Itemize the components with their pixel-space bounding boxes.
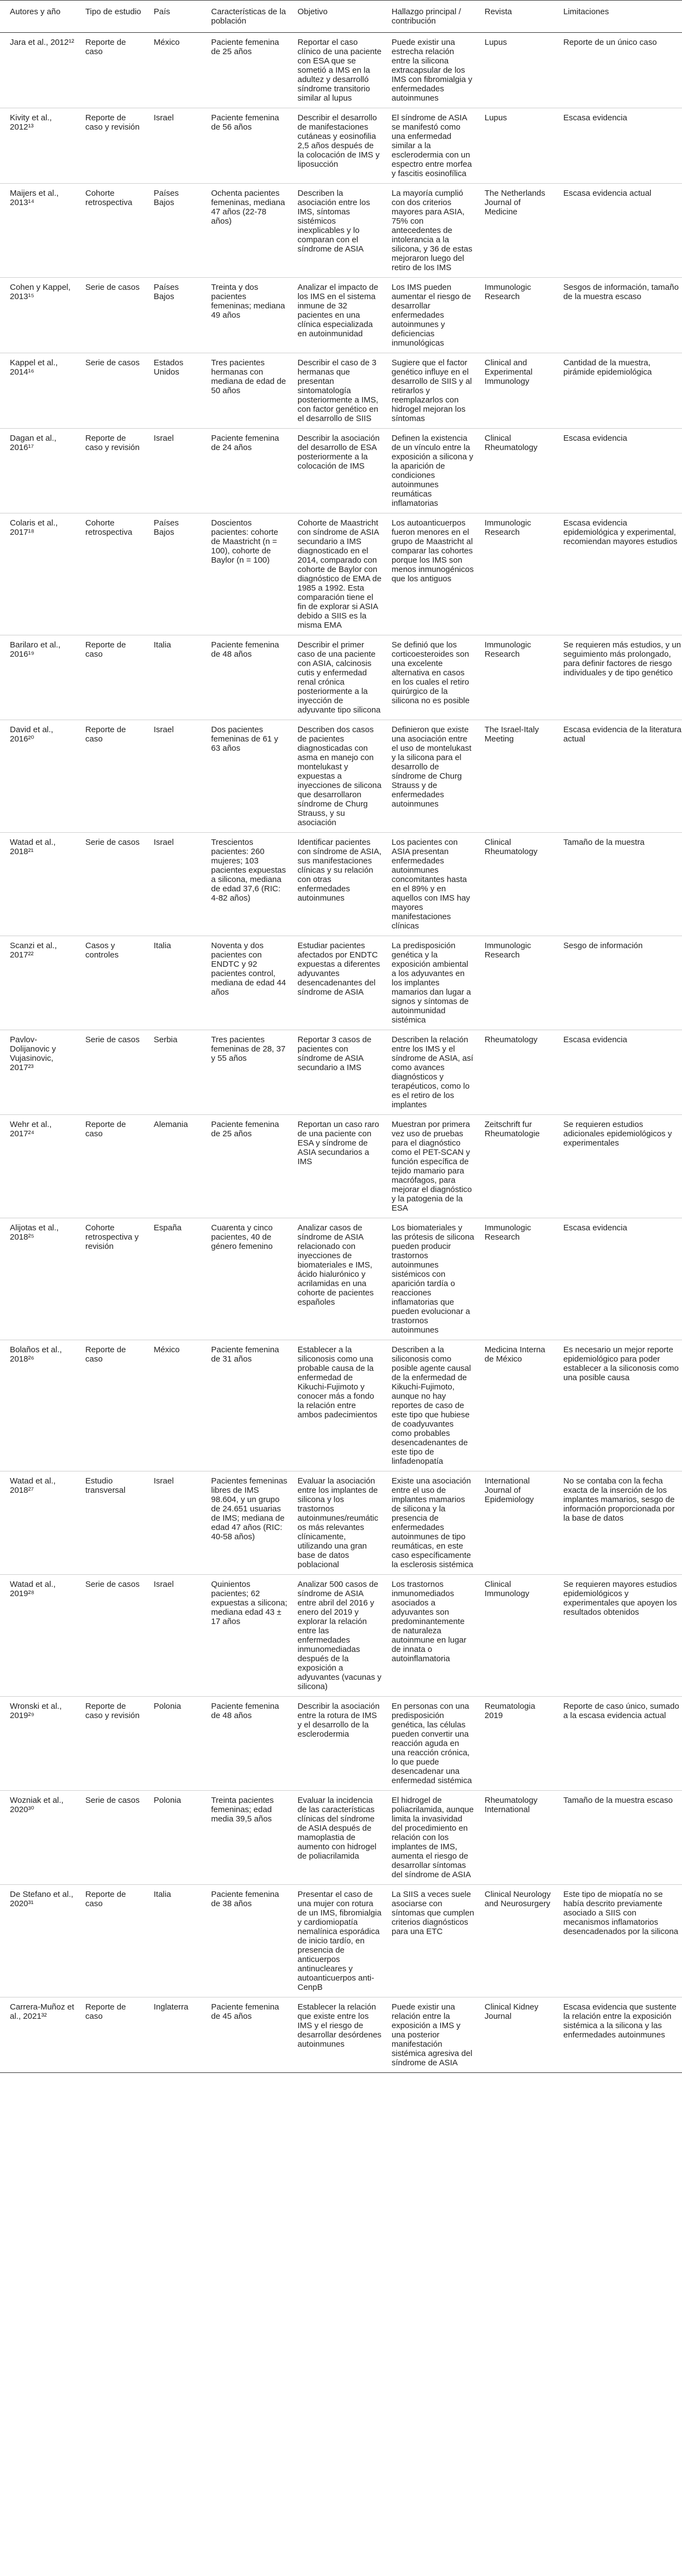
cell-population: Tres pacientes hermanas con mediana de edad de 50 años: [211, 358, 286, 395]
cell-authors: Dagan et al., 2016¹⁷: [10, 434, 57, 452]
cell-limitations: Cantidad de la muestra, pirámide epidemiológica: [563, 358, 652, 377]
cell-study-type: Serie de casos: [85, 1796, 140, 1805]
cell-journal: The Israel-Italy Meeting: [485, 725, 539, 744]
cell-objective: Describir el caso de 3 hermanas que presentan sintomatología posteriormente a IMS, con factor genético en el desarrollo de SIIS: [298, 358, 378, 423]
cell-country: Serbia: [154, 1035, 178, 1044]
cell-finding: El hidrogel de poliacrilamida, aunque limita la invasividad del procedimiento en relación con los implantes de IMS, aumenta el riesgo de desarrollar síntomas del síndrome de ASIA: [392, 1796, 474, 1879]
cell-limitations: Escasa evidencia actual: [563, 189, 651, 198]
cell-finding: Definieron que existe una asociación entre el uso de montelukast y la silicona para el desarrollo de síndrome de Churg Strauss y de enfermedades autoinmunes: [392, 725, 471, 809]
cell-study-type: Reporte de caso y revisión: [85, 113, 140, 132]
cell-finding: La SIIS a veces suele asociarse con síntomas que cumplen criterios diagnósticos para una ETC: [392, 1890, 474, 1936]
table-row: [0, 936, 682, 1030]
cell-objective: Analizar 500 casos de síndrome de ASIA entre abril del 2016 y enero del 2019 y explorar la relación entre las enfermedades inmunomediadas después de la exposición a adyuvantes (vacunas y silicona): [298, 1580, 382, 1691]
cell-limitations: Escasa evidencia: [563, 1223, 627, 1232]
cell-authors: Colaris et al., 2017¹⁸: [10, 518, 58, 537]
cell-authors: Alijotas et al., 2018²⁵: [10, 1223, 59, 1242]
cell-objective: Analizar el impacto de los IMS en el sistema inmune de 32 pacientes en una clínica especializada en autoinmunidad: [298, 283, 378, 338]
cell-authors: David et al., 2016²⁰: [10, 725, 54, 744]
cell-journal: Immunologic Research: [485, 283, 532, 301]
cell-limitations: Escasa evidencia de la literatura actual: [563, 725, 681, 744]
cell-objective: Analizar casos de síndrome de ASIA relacionado con inyecciones de biomateriales e IMS, ácido hialurónico y acrilamidas en una cohorte de pacientes españoles: [298, 1223, 374, 1307]
cell-authors: Barilaro et al., 2016¹⁹: [10, 640, 61, 659]
cell-limitations: Se requieren estudios adicionales epidemiológicos y experimentales: [563, 1120, 672, 1148]
cell-study-type: Serie de casos: [85, 1035, 140, 1044]
cell-study-type: Reporte de caso: [85, 2002, 126, 2021]
cell-finding: Muestran por primera vez uso de pruebas para el diagnóstico como el PET-SCAN y función específica de tejido mamario para macrófagos, para mejorar el diagnóstico y la patogenia de la ESA: [392, 1120, 472, 1213]
cell-study-type: Estudio transversal: [85, 1476, 126, 1495]
cell-population: Paciente femenina de 31 años: [211, 1345, 279, 1364]
cell-objective: Describir el primer caso de una paciente con ASIA, calcinosis cutis y enfermedad renal crónica posteriormente a la inyección de adyuvante tipo silicona: [298, 640, 381, 715]
cell-limitations: Escasa evidencia: [563, 1035, 627, 1044]
table-row: [0, 1997, 682, 2073]
table-row: [0, 1115, 682, 1218]
cell-authors: De Stefano et al., 2020³¹: [10, 1890, 73, 1908]
header-journal: Revista: [485, 7, 512, 16]
cell-country: Estados Unidos: [154, 358, 184, 377]
cell-finding: Los trastornos inmunomediados asociados a adyuvantes son predominantemente de naturaleza autoinmune en lugar de innata o autoinflamatoria: [392, 1580, 467, 1663]
cell-journal: Immunologic Research: [485, 640, 532, 659]
cell-study-type: Reporte de caso: [85, 640, 126, 659]
cell-study-type: Serie de casos: [85, 283, 140, 292]
cell-authors: Watad et al., 2019²⁸: [10, 1580, 56, 1598]
cell-country: Israel: [154, 1580, 174, 1589]
cell-journal: Clinical Kidney Journal: [485, 2002, 539, 2021]
cell-study-type: Reporte de caso: [85, 1120, 126, 1138]
cell-objective: Identificar pacientes con síndrome de ASIA, sus manifestaciones clínicas y su relación con otras enfermedades autoinmunes: [298, 838, 382, 903]
cell-country: Inglaterra: [154, 2002, 189, 2012]
table-row: [0, 429, 682, 513]
table-row: [0, 513, 682, 635]
cell-population: Tres pacientes femeninas de 28, 37 y 55 años: [211, 1035, 285, 1063]
cell-authors: Wronski et al., 2019²⁹: [10, 1702, 62, 1720]
cell-authors: Cohen y Kappel, 2013¹⁵: [10, 283, 71, 301]
cell-objective: Reportan un caso raro de una paciente con ESA y síndrome de ASIA secundarios a IMS: [298, 1120, 380, 1166]
table-row: [0, 1218, 682, 1340]
table-row: [0, 278, 682, 353]
cell-finding: Los pacientes con ASIA presentan enfermedades autoinmunes concomitantes hasta en el 89% y en aquellos con IMS hay mayores manifestaciones clínicas: [392, 838, 470, 931]
cell-finding: Definen la existencia de un vínculo entre la exposición a silicona y la aparición de condiciones autoinmunes reumáticas inflamatorias: [392, 434, 474, 508]
cell-country: México: [154, 1345, 180, 1354]
cell-authors: Pavlov-Dolijanovic y Vujasinovic, 2017²³: [10, 1035, 56, 1072]
table-row: [0, 1885, 682, 1997]
cell-country: España: [154, 1223, 182, 1232]
table-row: [0, 1697, 682, 1791]
cell-study-type: Cohorte retrospectiva: [85, 518, 132, 537]
cell-authors: Bolaños et al., 2018²⁶: [10, 1345, 62, 1364]
table-row: [0, 1575, 682, 1697]
cell-objective: Describen dos casos de pacientes diagnosticadas con asma en manejo con montelukast y expuestas a inyecciones de silicona que desarrollaron síndrome de Churg Strauss, y su asociación: [298, 725, 382, 827]
cell-limitations: Tamaño de la muestra: [563, 838, 645, 847]
cell-objective: Evaluar la asociación entre los implantes de silicona y los trastornos autoinmunes/reumáticos más relevantes clínicamente, utilizando una gran base de datos poblacional: [298, 1476, 378, 1569]
cell-finding: Puede existir una estrecha relación entre la silicona extracapsular de los IMS con fibromialgia y enfermedades autoinmunes: [392, 38, 473, 103]
table-row: [0, 720, 682, 833]
table-body: [0, 33, 682, 2073]
cell-population: Noventa y dos pacientes con ENDTC y 92 pacientes control, mediana de edad 44 años: [211, 941, 286, 997]
cell-limitations: Tamaño de la muestra escaso: [563, 1796, 673, 1805]
cell-objective: Cohorte de Maastricht con síndrome de ASIA secundario a IMS diagnosticado en el 2014, comparado con cohorte de Baylor con diagnóstico de EMA de 1985 a 1992. Esta comparación tiene el fin de explorar si ASIA debido a SIIS es la misma EMA: [298, 518, 382, 630]
cell-study-type: Serie de casos: [85, 838, 140, 847]
cell-country: Israel: [154, 725, 174, 734]
cell-finding: En personas con una predisposición genética, las células pueden convertir una reacción aguda en una reacción crónica, lo que puede desencadenar una enfermedad sistémica: [392, 1702, 472, 1785]
table-row: [0, 1471, 682, 1575]
table-row: [0, 833, 682, 936]
cell-objective: Describir la asociación entre la rotura de IMS y el desarrollo de la esclerodermia: [298, 1702, 380, 1739]
cell-population: Dos pacientes femeninas de 61 y 63 años: [211, 725, 278, 753]
cell-journal: Lupus: [485, 38, 507, 47]
cell-population: Paciente femenina de 48 años: [211, 1702, 279, 1720]
cell-country: Italia: [154, 640, 171, 650]
table-row: [0, 1340, 682, 1471]
cell-study-type: Cohorte retrospectiva: [85, 189, 132, 207]
cell-finding: Se definió que los corticoesteroides son una excelente alternativa en casos en los cuales el retiro quirúrgico de la silicona no es posible: [392, 640, 470, 705]
cell-limitations: Escasa evidencia: [563, 434, 627, 443]
cell-population: Paciente femenina de 48 años: [211, 640, 279, 659]
cell-limitations: Este tipo de miopatía no se había descrito previamente asociado a SIIS con mecanismos inflamatorios desencadenados por la silicona: [563, 1890, 679, 1936]
cell-limitations: Escasa evidencia: [563, 113, 627, 122]
cell-journal: Reumatologia 2019: [485, 1702, 535, 1720]
cell-study-type: Reporte de caso y revisión: [85, 434, 140, 452]
cell-journal: Rheumatology International: [485, 1796, 538, 1814]
cell-journal: Clinical Rheumatology: [485, 838, 538, 856]
cell-finding: Los biomateriales y las prótesis de silicona pueden producir trastornos autoinmunes sistémicos con aparición tardía o reacciones inflamatorias que pueden evolucionar a trastornos autoinmunes: [392, 1223, 474, 1335]
cell-journal: Clinical Immunology: [485, 1580, 529, 1598]
header-objective: Objetivo: [298, 7, 328, 16]
cell-study-type: Reporte de caso: [85, 38, 126, 56]
cell-objective: Establecer la relación que existe entre los IMS y el riesgo de desarrollar desórdenes autoinmunes: [298, 2002, 382, 2049]
cell-finding: Existe una asociación entre el uso de implantes mamarios de silicona y la presencia de enfermedades autoinmunes de tipo reumáticas, en este caso específicamente la esclerosis sistémica: [392, 1476, 474, 1569]
table-row: [0, 353, 682, 429]
cell-journal: Lupus: [485, 113, 507, 122]
cell-study-type: Reporte de caso: [85, 1890, 126, 1908]
cell-objective: Describen la asociación entre los IMS, síntomas sistémicos inexplicables y lo comparan con el síndrome de ASIA: [298, 189, 370, 254]
cell-country: Italia: [154, 1890, 171, 1899]
table-row: [0, 184, 682, 278]
cell-population: Ochenta pacientes femeninas, mediana 47 años (22-78 años): [211, 189, 285, 226]
table-header-row: [0, 1, 682, 33]
cell-authors: Carrera-Muñoz et al., 2021³²: [10, 2002, 74, 2021]
cell-limitations: Se requieren más estudios, y un seguimiento más prolongado, para definir factores de riesgo individuales y de tipo genético: [563, 640, 681, 677]
cell-authors: Scanzi et al., 2017²²: [10, 941, 57, 960]
cell-finding: Los IMS pueden aumentar el riesgo de desarrollar enfermedades autoinmunes y deficiencias inmunológicas: [392, 283, 471, 348]
cell-country: México: [154, 38, 180, 47]
cell-objective: Presentar el caso de una mujer con rotura de un IMS, fibromialgia y cardiomiopatía nemalínica esporádica de inicio tardío, en presencia de anticuerpos antinucleares y autoanticuerpos anti-CenpB: [298, 1890, 382, 1992]
cell-finding: Los autoanticuerpos fueron menores en el grupo de Maastricht al comparar las cohortes porque los IMS son menos inmunogénicos que los antiguos: [392, 518, 474, 583]
cell-country: Países Bajos: [154, 189, 179, 207]
table-row: [0, 1030, 682, 1115]
cell-study-type: Cohorte retrospectiva y revisión: [85, 1223, 139, 1251]
cell-limitations: Escasa evidencia epidemiológica y experimental, recomiendan mayores estudios: [563, 518, 678, 546]
cell-limitations: Sesgo de información: [563, 941, 643, 950]
cell-population: Paciente femenina de 25 años: [211, 38, 279, 56]
cell-objective: Reportar 3 casos de pacientes con síndrome de ASIA secundario a IMS: [298, 1035, 372, 1072]
cell-journal: Medicina Interna de México: [485, 1345, 545, 1364]
cell-country: Israel: [154, 113, 174, 122]
table-row: [0, 33, 682, 108]
cell-journal: The Netherlands Journal of Medicine: [485, 189, 545, 217]
cell-population: Paciente femenina de 56 años: [211, 113, 279, 132]
cell-study-type: Serie de casos: [85, 358, 140, 367]
cell-journal: Immunologic Research: [485, 518, 532, 537]
cell-country: Italia: [154, 941, 171, 950]
cell-authors: Watad et al., 2018²¹: [10, 838, 56, 856]
cell-country: Israel: [154, 434, 174, 443]
cell-finding: Describen a la siliconosis como posible agente causal de la enfermedad de Kikuchi-Fujimoto, aunque no hay reportes de caso de este tipo que hubiese de coadyuvantes como probables desencadenantes de este tipo de linfadenopatía: [392, 1345, 471, 1466]
cell-objective: Describir el desarrollo de manifestaciones cutáneas y eosinofilia 2,5 años después de la colocación de IMS y liposucción: [298, 113, 380, 169]
cell-authors: Kappel et al., 2014¹⁶: [10, 358, 58, 377]
cell-journal: Immunologic Research: [485, 1223, 532, 1242]
cell-country: Alemania: [154, 1120, 188, 1129]
table-row: [0, 635, 682, 720]
cell-objective: Establecer a la siliconosis como una probable causa de la enfermedad de Kikuchi-Fujimoto y conocer más a fondo la relación entre ambos padecimientos: [298, 1345, 377, 1420]
cell-finding: La mayoría cumplió con dos criterios mayores para ASIA, 75% con antecedentes de intolerancia a la silicona, y 36 de estas mejoraron luego del retiro de los IMS: [392, 189, 473, 272]
cell-authors: Watad et al., 2018²⁷: [10, 1476, 56, 1495]
header-population: Características de la población: [211, 7, 286, 26]
cell-objective: Reportar el caso clínico de una paciente con ESA que se sometió a IMS en la adultez y desarrolló síndrome transitorio similar al lupus: [298, 38, 382, 103]
cell-journal: Clinical and Experimental Immunology: [485, 358, 533, 386]
cell-country: Polonia: [154, 1702, 182, 1711]
cell-study-type: Reporte de caso: [85, 725, 126, 744]
table-row: [0, 1791, 682, 1885]
cell-population: Cuarenta y cinco pacientes, 40 de género femenino: [211, 1223, 273, 1251]
header-country: País: [154, 7, 171, 16]
cell-country: Países Bajos: [154, 283, 179, 301]
cell-finding: Sugiere que el factor genético influye en el desarrollo de SIIS y al retirarlos y reemplazarlos con hidrogel mejoran los síntomas: [392, 358, 472, 423]
cell-limitations: Sesgos de información, tamaño de la muestra escaso: [563, 283, 679, 301]
cell-population: Paciente femenina de 45 años: [211, 2002, 279, 2021]
cell-population: Quinientos pacientes; 62 expuestas a silicona; mediana edad 43 ± 17 años: [211, 1580, 288, 1626]
cell-population: Pacientes femeninas libres de IMS 98.604, y un grupo de 24.651 usuarias de IMS; mediana de edad 47 años (RIC: 40-58 años): [211, 1476, 288, 1541]
cell-objective: Evaluar la incidencia de las características clínicas del síndrome de ASIA después de mamoplastia de aumento con hidrogel de poliacrilamida: [298, 1796, 377, 1861]
cell-authors: Wozniak et al., 2020³⁰: [10, 1796, 64, 1814]
cell-country: Israel: [154, 1476, 174, 1486]
cell-authors: Jara et al., 2012¹²: [10, 38, 74, 47]
header-authors: Autores y año: [10, 7, 61, 16]
cell-limitations: Es necesario un mejor reporte epidemiológico para poder establecer a la siliconosis como una posible causa: [563, 1345, 679, 1382]
cell-country: Polonia: [154, 1796, 182, 1805]
cell-limitations: Escasa evidencia que sustente la relación entre la exposición sistémica a la silicona y las enfermedades autoinmunes: [563, 2002, 677, 2040]
cell-limitations: No se contaba con la fecha exacta de la inserción de los implantes mamarios, sesgo de información proporcionada por la base de datos: [563, 1476, 675, 1523]
cell-finding: Puede existir una relación entre la exposición a IMS y una posterior manifestación sistémica agresiva del síndrome de ASIA: [392, 2002, 473, 2067]
cell-population: Treinta pacientes femeninas; edad media 39,5 años: [211, 1796, 274, 1824]
cell-authors: Wehr et al., 2017²⁴: [10, 1120, 52, 1138]
cell-study-type: Serie de casos: [85, 1580, 140, 1589]
cell-population: Paciente femenina de 25 años: [211, 1120, 279, 1138]
cell-authors: Maijers et al., 2013¹⁴: [10, 189, 59, 207]
cell-country: Israel: [154, 838, 174, 847]
cell-objective: Estudiar pacientes afectados por ENDTC expuestas a diferentes adyuvantes desencadenantes del síndrome de ASIA: [298, 941, 380, 997]
cell-population: Paciente femenina de 38 años: [211, 1890, 279, 1908]
cell-journal: Immunologic Research: [485, 941, 532, 960]
cell-population: Trescientos pacientes: 260 mujeres; 103 pacientes expuestas a silicona, mediana de edad 37,6 (RIC: 4-82 años): [211, 838, 286, 903]
cell-journal: Rheumatology: [485, 1035, 538, 1044]
header-finding: Hallazgo principal / contribución: [392, 7, 461, 26]
cell-limitations: Se requieren mayores estudios epidemiológicos y experimentales que apoyen los resultados obtenidos: [563, 1580, 677, 1617]
cell-finding: El síndrome de ASIA se manifestó como una enfermedad similar a la esclerodermia con un espectro entre morfea y fascitis eosinofílica: [392, 113, 472, 178]
header-study-type: Tipo de estudio: [85, 7, 142, 16]
cell-population: Paciente femenina de 24 años: [211, 434, 279, 452]
cell-journal: Clinical Rheumatology: [485, 434, 538, 452]
cell-journal: Clinical Neurology and Neurosurgery: [485, 1890, 551, 1908]
cell-finding: La predisposición genética y la exposición ambiental a los adyuvantes en los implantes mamarios dan lugar a signos y síntomas de autoinmunidad sistémica: [392, 941, 471, 1025]
cell-study-type: Casos y controles: [85, 941, 119, 960]
cell-limitations: Reporte de caso único, sumado a la escasa evidencia actual: [563, 1702, 679, 1720]
header-limitations: Limitaciones: [563, 7, 609, 16]
cell-authors: Kivity et al., 2012¹³: [10, 113, 52, 132]
cell-limitations: Reporte de un único caso: [563, 38, 657, 47]
cell-country: Países Bajos: [154, 518, 179, 537]
cell-study-type: Reporte de caso: [85, 1345, 126, 1364]
cell-finding: Describen la relación entre los IMS y el síndrome de ASIA, así como avances diagnósticos y terapéuticos, como lo es el retiro de los implantes: [392, 1035, 474, 1109]
cell-study-type: Reporte de caso y revisión: [85, 1702, 140, 1720]
cell-journal: Zeitschrift fur Rheumatologie: [485, 1120, 540, 1138]
table-row: [0, 108, 682, 184]
cell-objective: Describir la asociación del desarrollo de ESA posteriormente a la colocación de IMS: [298, 434, 380, 471]
cell-population: Treinta y dos pacientes femeninas; mediana 49 años: [211, 283, 285, 320]
cell-population: Doscientos pacientes: cohorte de Maastricht (n = 100), cohorte de Baylor (n = 100): [211, 518, 278, 565]
cell-journal: International Journal of Epidemiology: [485, 1476, 534, 1504]
